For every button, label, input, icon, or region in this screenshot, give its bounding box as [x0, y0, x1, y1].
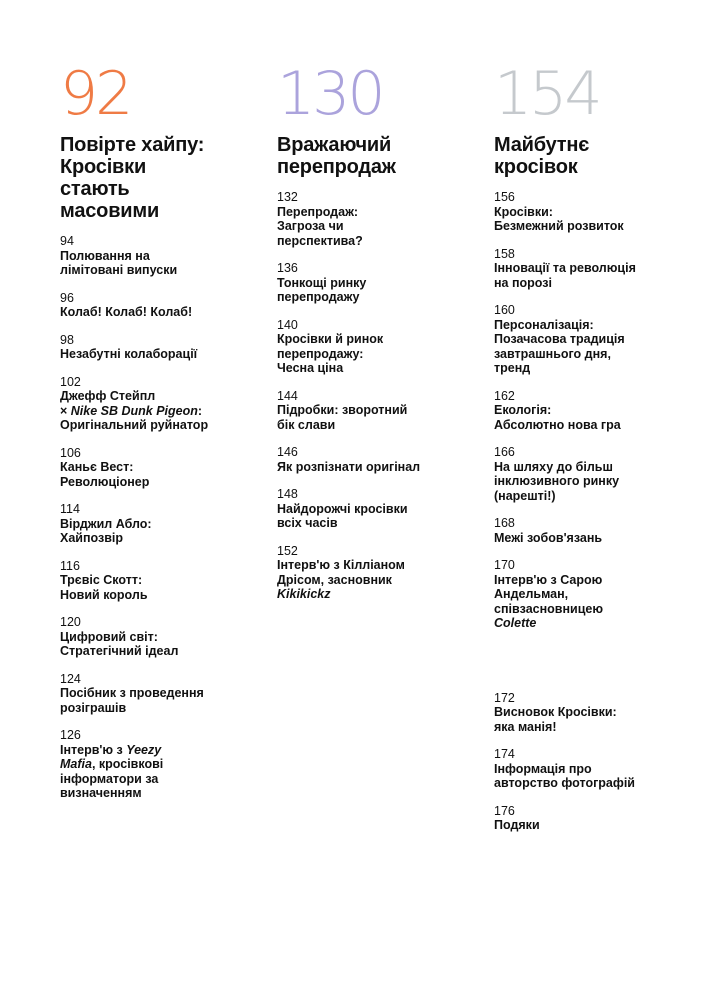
entry-title-line — [494, 776, 694, 791]
entry-title-text: Як розпізнати оригінал — [277, 459, 421, 474]
entry-title-text: інклюзивного ринку — [494, 474, 620, 488]
entry-title-line — [277, 290, 477, 305]
entry-title-text: тренд — [494, 361, 531, 375]
toc-entry[interactable] — [494, 516, 694, 545]
entry-title-text: Інформація про — [494, 761, 592, 776]
entry-title-text: Межі зобов'язань — [494, 530, 603, 545]
entry-title-text: Подяки — [494, 818, 540, 832]
section-title — [60, 134, 265, 222]
entry-title-line — [494, 276, 694, 291]
entry-title-text: : — [197, 403, 203, 418]
entry-title-line — [277, 219, 477, 234]
section-title-line: стають — [60, 178, 130, 200]
entry-title-line — [494, 332, 694, 347]
entry-title-line — [277, 361, 477, 376]
toc-entry[interactable] — [60, 502, 265, 546]
entry-title-line — [494, 762, 694, 777]
entry-page-number: 116 — [60, 558, 80, 573]
section-title-line: масовими — [60, 200, 160, 222]
entry-title-text: завтрашнього дня, — [494, 346, 611, 361]
section-title — [494, 134, 694, 178]
toc-entry[interactable] — [60, 446, 265, 490]
entry-title-text: Інтерв'ю з Сарою — [494, 572, 603, 587]
entry-title-line — [277, 516, 477, 531]
section-title-line: Кросівки — [60, 156, 147, 178]
entry-title-text: (нарешті!) — [494, 488, 556, 503]
entry-title — [494, 705, 694, 734]
entry-title-line — [60, 701, 265, 716]
entry-title-text: співзасновницею — [494, 601, 604, 616]
toc-entry[interactable] — [277, 318, 477, 376]
entry-title-text: Стратегічний ідеал — [60, 644, 179, 658]
entry-title — [494, 205, 694, 234]
entry-title-text: Джефф Стейпл — [60, 389, 156, 403]
entry-title — [494, 762, 694, 791]
toc-entry[interactable] — [494, 389, 694, 433]
entry-title-text: Екологія: — [494, 403, 552, 417]
toc-entry[interactable] — [60, 234, 265, 278]
entry-page-number: 176 — [494, 803, 515, 818]
entry-title-line — [494, 573, 694, 588]
entry-title-text: Перепродаж: — [277, 204, 359, 219]
toc-entry[interactable] — [60, 672, 265, 716]
entry-title-text: Абсолютно нова гра — [494, 417, 621, 432]
entry-title — [494, 573, 694, 631]
entry-title-line — [60, 630, 265, 645]
entry-title-line — [494, 261, 694, 276]
entry-title-line — [277, 558, 477, 573]
entry-title — [494, 318, 694, 376]
entry-title-text: Персоналізація: — [494, 317, 594, 332]
entry-title-text: інформатори за — [60, 771, 159, 786]
entry-page-number: 144 — [277, 388, 298, 403]
entry-title — [277, 502, 477, 531]
entry-page-number: 96 — [60, 290, 74, 305]
entry-title-line — [60, 263, 265, 278]
section-title — [277, 134, 477, 178]
entry-page-number: 106 — [60, 445, 81, 460]
toc-entry[interactable] — [277, 445, 477, 474]
toc-entry[interactable] — [494, 445, 694, 503]
entry-title-line — [494, 347, 694, 362]
section-title-line: Повірте хайпу: — [60, 134, 205, 156]
entry-title — [277, 403, 477, 432]
entry-title-text: Загроза чи — [277, 219, 344, 233]
entry-title-text: Інтерв'ю з — [60, 742, 127, 757]
entry-title-line — [494, 531, 694, 546]
entry-title-line — [494, 460, 694, 475]
toc-entry[interactable] — [494, 303, 694, 376]
entry-title-text: Підробки: зворотний — [277, 403, 408, 417]
entry-title-text: Незабутні колаборації — [60, 347, 198, 361]
entry-title — [60, 743, 265, 801]
entry-title-text: визначенням — [60, 786, 142, 800]
entry-title-text: Кросівки й ринок — [277, 332, 384, 346]
entry-title-text: бік слави — [277, 417, 336, 432]
entry-title-text: Колаб! Колаб! Колаб! — [60, 305, 193, 319]
entry-page-number: 120 — [60, 615, 81, 629]
entry-title-text: Цифровий світ: — [60, 629, 158, 644]
toc-entry[interactable] — [277, 190, 477, 248]
entry-title-text: Тонкощі ринку — [277, 275, 367, 290]
entry-title-line — [60, 305, 265, 320]
entry-page-number: 160 — [494, 303, 515, 317]
entry-title-text: На шляху до більш — [494, 459, 613, 474]
entry-title-line — [60, 389, 265, 404]
entry-title-line — [277, 332, 477, 347]
entry-page-number: 102 — [60, 374, 81, 389]
entry-page-number: 148 — [277, 487, 298, 501]
entry-title-line — [60, 249, 265, 264]
entry-title-text: Трєвіс Скотт: — [60, 573, 143, 587]
toc-entry[interactable] — [494, 804, 694, 833]
entry-title — [494, 818, 694, 833]
entry-title-line — [494, 474, 694, 489]
entry-title-line — [494, 205, 694, 220]
entry-title — [60, 630, 265, 659]
entry-page-number: 98 — [60, 332, 74, 347]
entry-page-number: 136 — [277, 261, 298, 275]
toc-entry[interactable] — [60, 559, 265, 603]
entry-title-line — [494, 219, 694, 234]
section-title-line: Майбутнє — [494, 134, 590, 156]
entry-title-line — [494, 818, 694, 833]
entry-title-text: Новий король — [60, 587, 148, 602]
entry-page-number: 168 — [494, 516, 515, 530]
spacer — [494, 644, 694, 691]
entry-title-line — [60, 418, 265, 433]
entry-page-number: 140 — [277, 317, 298, 332]
entry-title-italic: Colette — [494, 616, 537, 630]
entry-title-line — [494, 418, 694, 433]
entry-title-italic: Nike SB Dunk Pigeon — [70, 403, 198, 418]
entry-title-text: Інтерв'ю з Кілліаном — [277, 558, 405, 572]
entry-title — [494, 261, 694, 290]
entry-title-line — [494, 705, 694, 720]
toc-column-3 — [494, 59, 694, 846]
entry-title-line — [494, 720, 694, 735]
entry-title-line — [60, 772, 265, 787]
entry-title-line — [494, 361, 694, 376]
entry-title-text: перспектива? — [277, 233, 363, 248]
entry-title-text: Інновації та революція — [494, 261, 636, 275]
toc-entry[interactable] — [60, 375, 265, 433]
entry-page-number: 126 — [60, 728, 81, 742]
entry-title-text: Каньє Вест: — [60, 460, 134, 474]
entry-title-text: Оригінальний руйнатор — [60, 418, 209, 432]
entry-title-line — [60, 588, 265, 603]
entry-title-text: авторство фотографій — [494, 776, 635, 790]
toc-entry[interactable] — [60, 728, 265, 801]
entry-title-line — [60, 686, 265, 701]
entry-title-line — [60, 475, 265, 490]
entry-title-text: на порозі — [494, 275, 552, 290]
entry-title — [60, 517, 265, 546]
entry-title-line — [277, 205, 477, 220]
entry-title-text: перепродажу: — [277, 346, 364, 361]
entry-title-line — [494, 602, 694, 617]
entry-title-line — [277, 573, 477, 588]
entry-title — [60, 686, 265, 715]
entry-title — [60, 347, 265, 362]
toc-column-1 — [60, 59, 265, 814]
entry-page-number: 174 — [494, 747, 515, 761]
entry-title-line — [60, 347, 265, 362]
entry-title-text: Найдорожчі кросівки — [277, 501, 408, 516]
entry-title-line — [494, 489, 694, 504]
toc-entry[interactable] — [60, 333, 265, 362]
entry-title-line — [494, 318, 694, 333]
entry-title-line — [277, 502, 477, 517]
entry-title — [494, 403, 694, 432]
entry-title-italic: Yeezy — [126, 742, 162, 757]
entry-title-line — [60, 743, 265, 758]
toc-entry[interactable] — [494, 691, 694, 735]
entry-title-text: Чесна ціна — [277, 361, 344, 375]
toc-entry[interactable] — [277, 544, 477, 602]
entry-page-number: 124 — [60, 671, 81, 686]
toc-entry[interactable] — [277, 487, 477, 531]
entry-title — [277, 460, 477, 475]
entry-title-text: × — [60, 403, 71, 418]
entry-title — [60, 460, 265, 489]
section-title-line: перепродаж — [277, 156, 396, 178]
entry-title-line — [60, 573, 265, 588]
entry-title-line — [277, 347, 477, 362]
entry-title-text: Позачасова традиція — [494, 332, 625, 346]
section-number: 130 — [277, 59, 383, 129]
toc-entry[interactable] — [60, 291, 265, 320]
entry-title-line — [277, 234, 477, 249]
entry-title-line — [277, 276, 477, 291]
entry-title-line — [494, 403, 694, 418]
section-number: 92 — [60, 59, 131, 129]
entry-title-text: Дрісом, засновник — [277, 572, 392, 587]
toc-entry[interactable] — [60, 615, 265, 659]
toc-column-2 — [277, 59, 477, 615]
entry-title-line — [60, 644, 265, 659]
entry-title — [494, 531, 694, 546]
entry-page-number: 114 — [60, 502, 80, 516]
toc-entry[interactable] — [277, 389, 477, 433]
toc-entry[interactable] — [494, 247, 694, 291]
entry-title-text: всіх часів — [277, 516, 338, 530]
toc-entry[interactable] — [277, 261, 477, 305]
toc-entry[interactable] — [494, 558, 694, 631]
entry-title-line — [60, 531, 265, 546]
entry-title — [60, 573, 265, 602]
entry-title-line — [60, 404, 265, 419]
entry-title-text: Вірджил Абло: — [60, 516, 152, 531]
entry-title-line — [60, 757, 265, 772]
entry-title — [60, 305, 265, 320]
entry-page-number: 162 — [494, 388, 515, 403]
entry-title-line — [277, 403, 477, 418]
entry-title — [277, 332, 477, 376]
entry-title — [60, 249, 265, 278]
entry-title-text: розіграшів — [60, 700, 127, 715]
entry-title-text: Полювання на — [60, 248, 150, 263]
entry-title-italic: Mafia — [60, 757, 92, 771]
entry-title-text: Хайпозвір — [60, 531, 124, 545]
entry-page-number: 172 — [494, 690, 515, 705]
entry-page-number: 166 — [494, 445, 515, 459]
entry-title-line — [494, 587, 694, 602]
entry-title-line — [277, 587, 477, 602]
entry-title-line — [494, 616, 694, 631]
entry-title-line — [277, 418, 477, 433]
entry-page-number: 152 — [277, 543, 298, 558]
entry-title-text: лімітовані випуски — [60, 263, 178, 277]
entry-title — [277, 205, 477, 249]
entry-title-line — [60, 517, 265, 532]
entry-page-number: 132 — [277, 190, 298, 204]
entry-title-line — [60, 786, 265, 801]
entry-title-text: , кросівкові — [91, 757, 164, 771]
entry-title-text: Андельман, — [494, 587, 569, 601]
entry-title-italic: Kikikickz — [277, 587, 331, 601]
entry-title-text: Безмежний розвиток — [494, 219, 624, 233]
entry-page-number: 94 — [60, 234, 74, 248]
entry-page-number: 170 — [494, 558, 515, 572]
toc-entry[interactable] — [494, 747, 694, 791]
entry-page-number: 146 — [277, 445, 298, 459]
entry-page-number: 156 — [494, 190, 515, 204]
entry-title — [494, 460, 694, 504]
entry-title — [277, 558, 477, 602]
entry-title-text: Висновок Кросівки: — [494, 705, 617, 719]
entry-title — [277, 276, 477, 305]
entry-title-line — [277, 460, 477, 475]
entry-title-text: Посібник з проведення — [60, 686, 204, 700]
section-number: 154 — [494, 59, 600, 129]
entry-title-line — [60, 460, 265, 475]
section-title-line: Вражаючий — [277, 134, 392, 156]
entry-title-text: Кросівки: — [494, 204, 553, 219]
toc-entry[interactable] — [494, 190, 694, 234]
entry-title — [60, 389, 265, 433]
entry-title-text: перепродажу — [277, 290, 360, 304]
entry-page-number: 158 — [494, 246, 515, 261]
entry-title-text: Революціонер — [60, 474, 150, 489]
entry-title-text: яка манія! — [494, 719, 557, 734]
section-title-line: кросівок — [494, 156, 578, 178]
